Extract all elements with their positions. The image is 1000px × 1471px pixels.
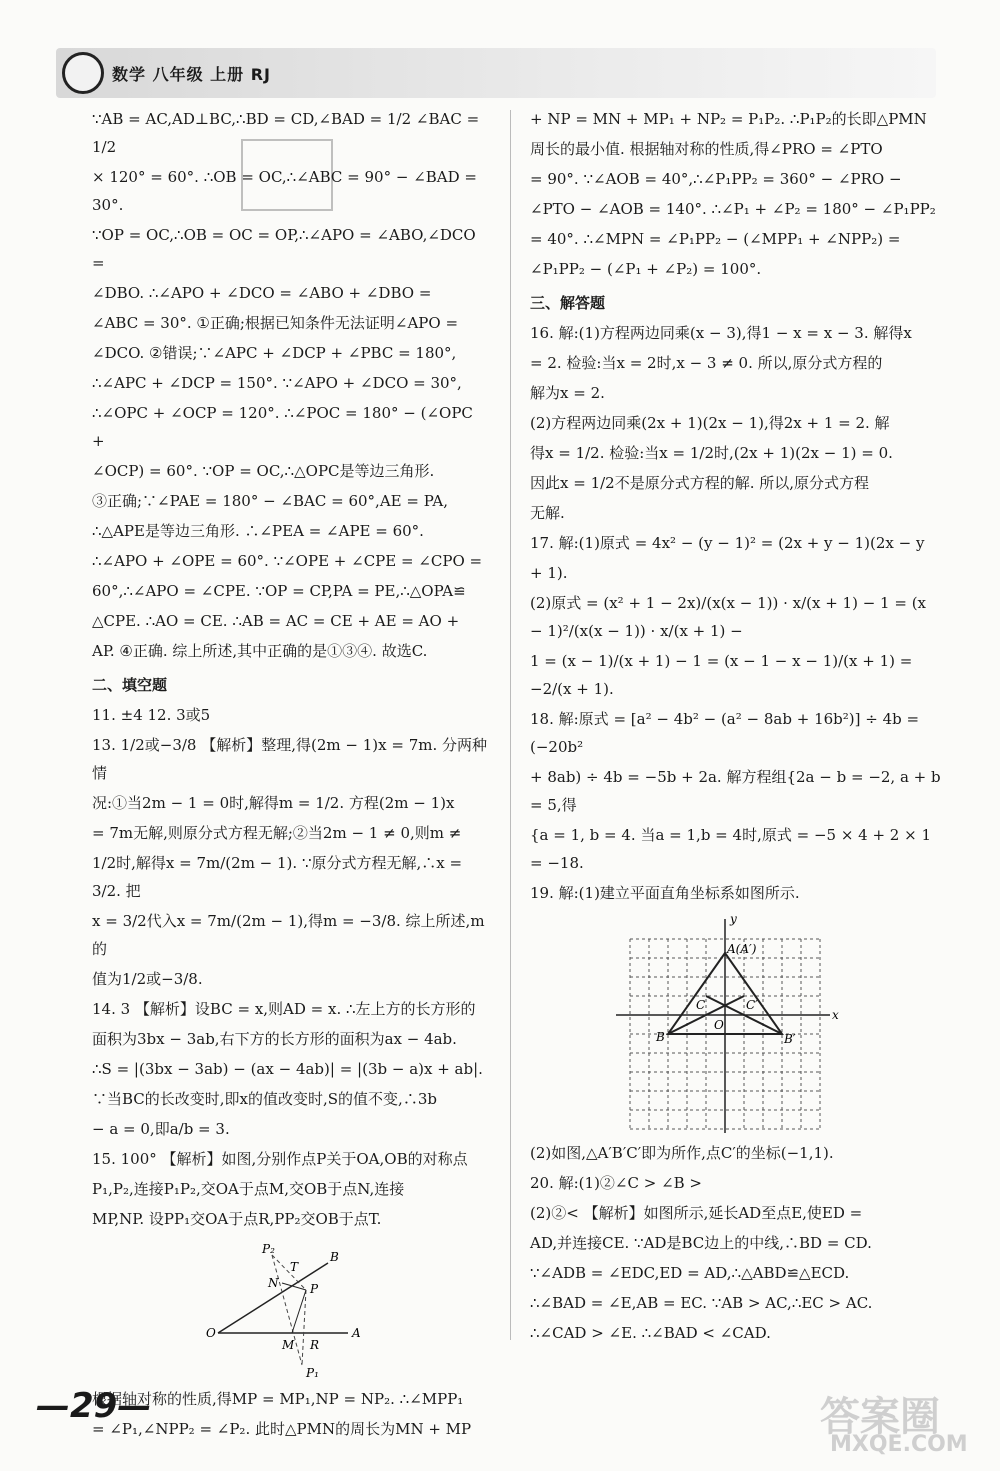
q20-line: ∴∠BAD = ∠E,AB = EC. ∵AB > AC,∴EC > AC. — [530, 1294, 873, 1312]
q13-line: 值为1/2或−3/8. — [92, 970, 203, 988]
label-o: O — [206, 1326, 216, 1340]
q15-line: MP,NP. 设PP₁交OA于点R,PP₂交OB于点T. — [92, 1210, 382, 1228]
label-r: R — [310, 1338, 320, 1352]
label-b-prime: B′ — [784, 1032, 796, 1046]
text-line: ∴∠APC + ∠DCP = 150°. ∵∠APO + ∠DCO = 30°, — [92, 374, 462, 392]
q16-line: 解为x = 2. — [530, 384, 605, 402]
q19-grid-figure — [530, 909, 942, 1139]
q14-line: 面积为3bx − 3ab,右下方的长方形的面积为ax − 4ab. — [92, 1030, 457, 1048]
text-line: ∠PTO − ∠AOB = 140°. ∴∠P₁ + ∠P₂ = 180° − ∠P₁PP₂ — [530, 200, 936, 218]
q17-line: 17. 解:(1)原式 = 4x² − (y − 1)² = (2x + y − 1)(2x − y — [530, 534, 925, 552]
text-line: 周长的最小值. 根据轴对称的性质,得∠PRO = ∠PTO — [530, 140, 883, 158]
label-p1: P₁ — [306, 1366, 319, 1380]
right-column — [530, 105, 942, 1349]
q16-line: 得x = 1/2. 检验:当x = 1/2时,(2x + 1)(2x − 1) = 0. — [530, 444, 893, 462]
text-line: ∴∠OPC + ∠OCP = 120°. ∴∠POC = 180° − (∠OPC + — [92, 404, 473, 450]
answer-11-12: 11. ±4 12. 3或5 — [92, 706, 211, 724]
q19-line: 19. 解:(1)建立平面直角坐标系如图所示. — [530, 884, 800, 902]
q19-line: (2)如图,△A′B′C′即为所作,点C′的坐标(−1,1). — [530, 1144, 834, 1162]
axis-y-label: y — [730, 912, 737, 926]
text-line: ∠DCO. ②错误;∵∠APC + ∠DCP + ∠PBC = 180°, — [92, 344, 457, 362]
page-number: —29— — [36, 1386, 152, 1426]
text-line: = 90°. ∵∠AOB = 40°,∴∠P₁PP₂ = 360° − ∠PRO − — [530, 170, 902, 188]
text-line: ∠DBO. ∴∠APO + ∠DCO = ∠ABO + ∠DBO = — [92, 284, 432, 302]
text-line: △CPE. ∴AO = CE. ∴AB = AC = CE + AE = AO + — [92, 612, 460, 630]
q15-line: P₁,P₂,连接P₁P₂,交OA于点M,交OB于点N,连接 — [92, 1180, 405, 1198]
q16-line: (2)方程两边同乘(2x + 1)(2x − 1),得2x + 1 = 2. 解 — [530, 414, 890, 432]
text-line: × 120° = 60°. ∴OB = OC,∴∠ABC = 90° − ∠BAD = 30°. — [92, 168, 477, 214]
axis-x-label: x — [832, 1008, 839, 1022]
label-b: B — [656, 1030, 665, 1044]
text-line: AP. ④正确. 综上所述,其中正确的是①③④. 故选C. — [92, 642, 428, 660]
text-line: ③正确;∵∠PAE = 180° − ∠BAC = 60°,AE = PA, — [92, 492, 449, 510]
q15-geometry-figure — [92, 1235, 490, 1385]
q20-line: AD,并连接CE. ∵AD是BC边上的中线,∴BD = CD. — [530, 1234, 872, 1252]
q15-line: 根据轴对称的性质,得MP = MP₁,NP = NP₂. ∴∠MPP₁ — [92, 1390, 464, 1408]
left-column — [92, 105, 490, 1445]
q13-line: = 7m无解,则原分式方程无解;②当2m − 1 ≠ 0,则m ≠ — [92, 824, 462, 842]
q16-line: 16. 解:(1)方程两边同乘(x − 3),得1 − x = x − 3. 解得x — [530, 324, 912, 342]
q18-line: {a = 1, b = 4. 当a = 1,b = 4时,原式 = −5 × 4 + 2 × 1 = −18. — [530, 826, 931, 872]
label-m: M — [282, 1338, 295, 1352]
q17-line: + 1). — [530, 564, 568, 582]
q14-line: ∴S = |(3bx − 3ab) − (ax − 4ab)| = |(3b − a)x + ab|. — [92, 1060, 483, 1078]
text-line: ∴∠APO + ∠OPE = 60°. ∵∠OPE + ∠CPE = ∠CPO = — [92, 552, 483, 570]
text-line: ∵OP = OC,∴OB = OC = OP,∴∠APO = ∠ABO,∠DCO = — [92, 226, 476, 272]
q20-line: ∵∠ADB = ∠EDC,ED = AD,∴△ABD≌△ECD. — [530, 1264, 850, 1282]
q18-line: 18. 解:原式 = [a² − 4b² − (a² − 8ab + 16b²)] ÷ 4b = (−20b² — [530, 710, 920, 756]
q15-line: 15. 100° 【解析】如图,分别作点P关于OA,OB的对称点 — [92, 1150, 468, 1168]
label-c: C — [696, 998, 706, 1012]
q16-line: = 2. 检验:当x = 2时,x − 3 ≠ 0. 所以,原分式方程的 — [530, 354, 883, 372]
text-line: ∴△APE是等边三角形. ∴∠PEA = ∠APE = 60°. — [92, 522, 424, 540]
section-heading-answer: 三、解答题 — [530, 294, 606, 312]
header-title: 数学 八年级 上册 RJ — [112, 65, 271, 84]
text-line: ∠P₁PP₂ − (∠P₁ + ∠P₂) = 100°. — [530, 260, 762, 278]
q18-line: + 8ab) ÷ 4b = −5b + 2a. 解方程组{2a − b = −2, a + b = 5,得 — [530, 768, 941, 814]
text-line: ∠ABC = 30°. ①正确;根据已知条件无法证明∠APO = — [92, 314, 459, 332]
text-line: = 40°. ∴∠MPN = ∠P₁PP₂ − (∠MPP₁ + ∠NPP₂) = — [530, 230, 901, 248]
label-o: O — [714, 1018, 724, 1032]
q13-line: 1/2时,解得x = 7m/(2m − 1). ∵原分式方程无解,∴x = 3/2. 把 — [92, 854, 463, 900]
label-a: A — [352, 1326, 361, 1340]
text-line: ∠OCP) = 60°. ∵OP = OC,∴△OPC是等边三角形. — [92, 462, 435, 480]
watermark-logo: 答案圈 — [820, 1394, 940, 1440]
q20-line: (2)②< 【解析】如图所示,延长AD至点E,使ED = — [530, 1204, 863, 1222]
text-line: ∵AB = AC,AD⊥BC,∴BD = CD,∠BAD = 1/2 ∠BAC = 1/2 — [92, 110, 480, 156]
label-p2: P₂ — [262, 1242, 275, 1256]
q13-line: x = 3/2代入x = 7m/(2m − 1),得m = −3/8. 综上所述,m的 — [92, 912, 485, 958]
text-line: 60°,∴∠APO = ∠CPE. ∵OP = CP,PA = PE,∴△OPA≌ — [92, 582, 466, 600]
label-c-prime: C′ — [746, 998, 758, 1012]
q20-line: 20. 解:(1)②∠C > ∠B > — [530, 1174, 703, 1192]
text-line: + NP = MN + MP₁ + NP₂ = P₁P₂. ∴P₁P₂的长即△PMN — [530, 110, 927, 128]
label-t: T — [290, 1260, 299, 1274]
q16-line: 无解. — [530, 504, 565, 522]
label-p: P — [310, 1282, 319, 1296]
q20-line: ∴∠CAD > ∠E. ∴∠BAD < ∠CAD. — [530, 1324, 771, 1342]
label-n: N — [268, 1276, 279, 1290]
q13-line: 况:①当2m − 1 = 0时,解得m = 1/2. 方程(2m − 1)x — [92, 794, 455, 812]
q17-line: (2)原式 = (x² + 1 − 2x)/(x(x − 1)) · x/(x + 1) − 1 = (x − 1)²/(x(x − 1)) · x/(x + 1) − — [530, 594, 927, 640]
q16-line: 因此x = 1/2不是原分式方程的解. 所以,原分式方程 — [530, 474, 870, 492]
publisher-logo — [62, 52, 104, 94]
section-heading-fill: 二、填空题 — [92, 676, 168, 694]
q15-line: = ∠P₁,∠NPP₂ = ∠P₂. 此时△PMN的周长为MN + MP — [92, 1420, 472, 1438]
q13-line: 13. 1/2或−3/8 【解析】整理,得(2m − 1)x = 7m. 分两种情 — [92, 736, 487, 782]
q14-line: − a = 0,即a/b = 3. — [92, 1120, 230, 1138]
label-b: B — [330, 1250, 339, 1264]
label-a: A(A′) — [727, 942, 757, 956]
q14-line: 14. 3 【解析】设BC = x,则AD = x. ∴左上方的长方形的 — [92, 1000, 476, 1018]
watermark-url: MXQE.COM — [830, 1432, 968, 1457]
q14-line: ∵当BC的长改变时,即x的值改变时,S的值不变,∴3b — [92, 1090, 437, 1108]
column-divider — [510, 110, 511, 1340]
q17-line: 1 = (x − 1)/(x + 1) − 1 = (x − 1 − x − 1)/(x + 1) = −2/(x + 1). — [530, 652, 913, 698]
